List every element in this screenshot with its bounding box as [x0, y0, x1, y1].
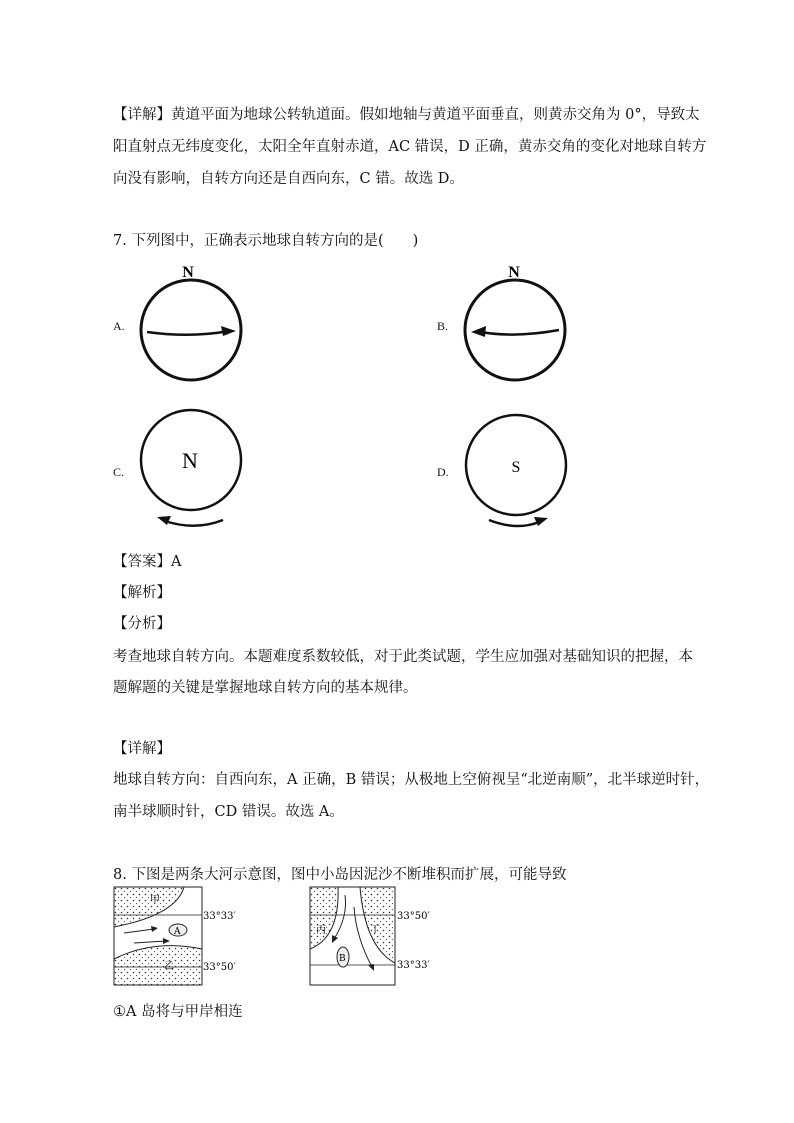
option-d-label: D.: [437, 465, 449, 479]
bank-jia: [114, 887, 184, 927]
lat-label-top: 33°50′: [397, 911, 430, 922]
pole-label: S: [511, 459, 521, 476]
q8-item1: ①A 岛将与甲岸相连: [113, 1004, 243, 1020]
q6-explain-line1: 【详解】黄道平面为地球公转轨道面。假如地轴与黄道平面垂直，则黄赤交角为 0°，导致太: [113, 107, 700, 123]
detail-title: 【详解】: [113, 741, 171, 757]
north-pole-label: N: [508, 264, 520, 281]
q6-explain-line2: 阳直射点无纬度变化，太阳全年直射赤道，AC 错误，D 正确，黄赤交角的变化对地球自转方: [113, 139, 707, 155]
explain-label: 【详解】: [113, 107, 171, 123]
lat-label-bottom: 33°33′: [397, 960, 430, 971]
rotation-arrow-counterclockwise: [165, 520, 223, 526]
globe-d: [459, 410, 574, 535]
globe-c: [135, 410, 250, 535]
globe-b: [459, 260, 574, 380]
analysis-title: 【解析】: [113, 585, 171, 601]
option-a-label: A.: [113, 319, 125, 333]
q6-explain-line3: 向没有影响，自转方向还是自西向东，C 错。故选 D。: [113, 171, 464, 187]
rotation-arrow-west: [481, 330, 559, 335]
bank-ding-label: 丁: [370, 925, 380, 936]
lat-label-bottom: 33°50′: [203, 962, 236, 973]
q7-stem: 7. 下列图中，正确表示地球自转方向的是( ): [113, 233, 419, 249]
river-map-1: [114, 887, 274, 987]
bank-yi: [114, 946, 202, 985]
lat-label-top: 33°33′: [203, 911, 236, 922]
arrowhead-east: [221, 326, 236, 336]
arrowhead-right: [534, 517, 548, 526]
globe-a: [135, 260, 250, 380]
arrowhead-left: [157, 516, 171, 525]
arrowhead-west: [471, 326, 486, 337]
option-b-label: B.: [437, 319, 449, 333]
bank-bing-label: 丙: [316, 925, 326, 936]
bank-yi-label: 乙: [164, 961, 174, 972]
q8-stem: 8. 下图是两条大河示意图，图中小岛因泥沙不断堆积而扩展，可能导致: [113, 867, 567, 883]
island-b-label: B: [339, 954, 346, 964]
north-pole-label: N: [182, 264, 194, 281]
pole-label: N: [182, 448, 198, 473]
option-c-label: C.: [113, 465, 125, 479]
bank-jia-label: 甲: [150, 895, 160, 906]
fenxi-line1: 考查地球自转方向。本题难度系数较低，对于此类试题，学生应加强对基础知识的把握，本: [113, 649, 693, 665]
rotation-arrow-east: [147, 331, 229, 335]
rotation-arrow-clockwise: [489, 520, 539, 526]
river-map-2: [310, 887, 470, 987]
detail-line2: 南半球顺时针，CD 错误。故选 A。: [113, 804, 344, 820]
detail-line1: 地球自转方向：自西向东，A 正确，B 错误；从极地上空俯视呈“北逆南顺”，北半球逆时针，: [113, 772, 710, 788]
island-a-label: A: [174, 927, 181, 937]
fenxi-title: 【分析】: [113, 616, 171, 632]
answer: 【答案】A: [113, 554, 182, 570]
fenxi-line2: 题解题的关键是掌握地球自转方向的基本规律。: [113, 680, 418, 696]
